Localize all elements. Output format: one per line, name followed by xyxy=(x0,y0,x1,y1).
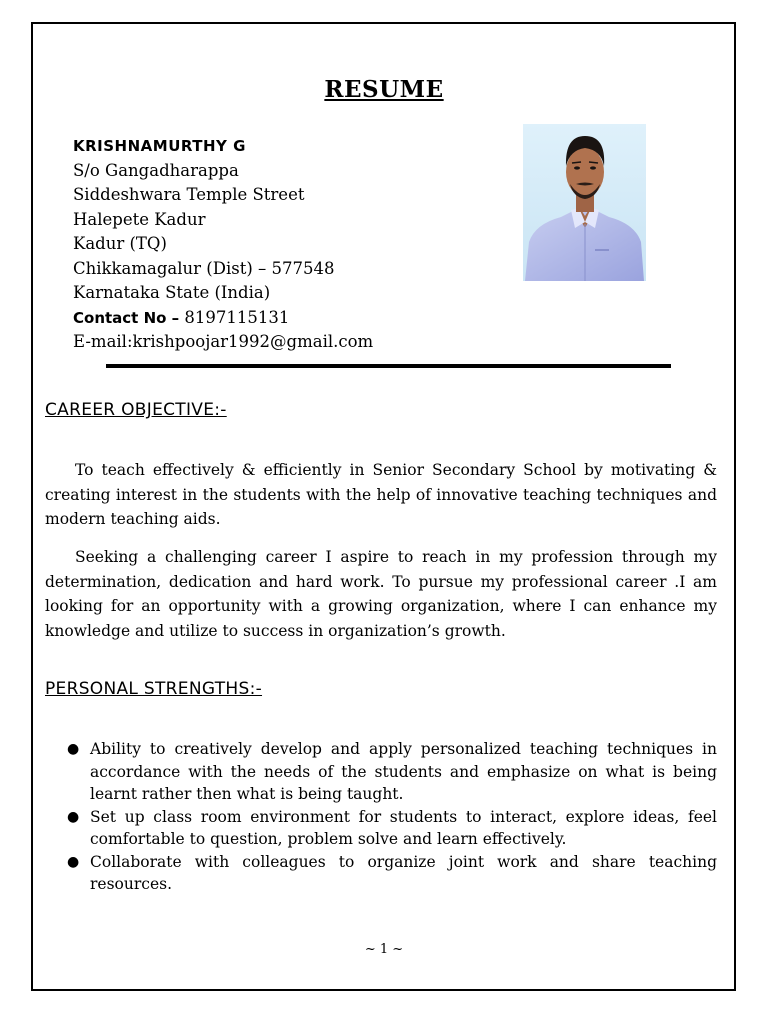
bullet-icon: ● xyxy=(67,853,80,870)
objective-paragraph: To teach effectively & efficiently in Senior Secondary School by motivating & creating interest in the students with the help of innovative teaching techniques and modern teaching aids. xyxy=(45,461,717,528)
address-line: Chikkamagalur (Dist) – 577548 xyxy=(73,258,335,278)
list-item-text: Collaborate with colleagues to organize joint work and share teaching resources. xyxy=(90,852,717,893)
list-item xyxy=(45,738,717,806)
bullet-icon: ● xyxy=(67,808,80,825)
contact-block xyxy=(73,134,373,355)
address-line: Kadur (TQ) xyxy=(73,234,167,253)
career-objective-heading: CAREER OBJECTIVE:- xyxy=(45,400,227,420)
bullet-icon: ● xyxy=(67,741,80,757)
strengths-list xyxy=(45,738,717,896)
profile-photo xyxy=(523,124,646,281)
address-line: Halepete Kadur xyxy=(73,209,206,229)
address-line: Siddeshwara Temple Street xyxy=(73,185,305,204)
list-item xyxy=(45,851,717,896)
list-item-text: Ability to creatively develop and apply personalized teaching techniques in accordance with the needs of the students and emphasize on what is being learnt rather then what is being taught. xyxy=(90,740,717,803)
contact-number-label: Contact No – xyxy=(73,308,180,327)
address-line: S/o Gangadharappa xyxy=(73,160,239,180)
address-line: Karnataka State (India) xyxy=(73,283,271,302)
objective-paragraph: Seeking a challenging career I aspire to reach in my profession through my determination, dedication and hard work. To pursue my professional career .I am looking for an opportunity with a growing organization, where I can enhance my knowledge and utilize to success in organization’s growth. xyxy=(45,548,717,640)
candidate-name: KRISHNAMURTHY G xyxy=(73,137,246,155)
contact-number-value: 8197115131 xyxy=(179,307,290,327)
page-title: RESUME xyxy=(324,76,444,103)
personal-strengths-heading: PERSONAL STRENGTHS:- xyxy=(45,679,263,699)
list-item-text: Set up class room environment for students to interact, explore ideas, feel comfortable to question, problem solve and learn effectively. xyxy=(90,807,717,848)
header-divider xyxy=(106,364,671,368)
email-line: E-mail:krishpoojar1992@gmail.com xyxy=(73,332,374,351)
page-number: ~ 1 ~ xyxy=(364,942,404,957)
contact-number xyxy=(73,306,373,331)
list-item xyxy=(45,806,717,851)
